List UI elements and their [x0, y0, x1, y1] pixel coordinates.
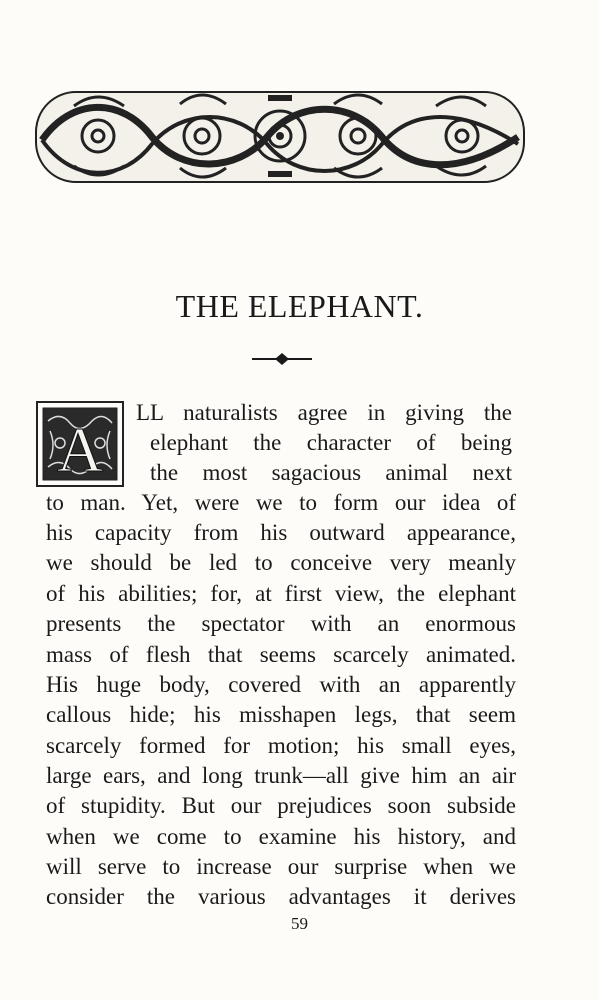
text-line: the most sagacious animal next [150, 460, 512, 485]
text-line: large ears, and long trunk—all give him an air [46, 763, 516, 788]
text-line: his capacity from his outward appearance, [46, 520, 516, 545]
text-line: His huge body, covered with an apparently [46, 672, 516, 697]
text-line: will serve to increase our surprise when we [46, 854, 516, 879]
text-line: we should be led to conceive very meanly [46, 550, 516, 575]
chapter-title: THE ELEPHANT. [175, 288, 424, 324]
diamond-rule-icon [252, 352, 312, 366]
text-line: LL naturalists agree in giving the [136, 400, 512, 425]
text-line: elephant the character of being [150, 430, 512, 455]
text-line: when we come to examine his history, and [46, 824, 516, 849]
text-line: mass of flesh that seems scarcely animated. [46, 642, 516, 667]
ornamental-initial-icon [36, 401, 124, 487]
text-line: of his abilities; for, at first view, the elephant [46, 581, 516, 606]
page-number: 59 [291, 914, 308, 933]
text-line: of stupidity. But our prejudices soon subside [46, 793, 516, 818]
text-line: to man. Yet, were we to form our idea of [46, 490, 516, 515]
text-line: scarcely formed for motion; his small eyes, [46, 733, 516, 758]
floral-scroll-ornament-icon [32, 82, 528, 190]
drop-cap-letter: A [56, 414, 104, 485]
text-line: callous hide; his misshapen legs, that seem [46, 702, 516, 727]
text-line: presents the spectator with an enormous [46, 611, 516, 636]
text-line: consider the various advantages it derives [46, 884, 516, 909]
